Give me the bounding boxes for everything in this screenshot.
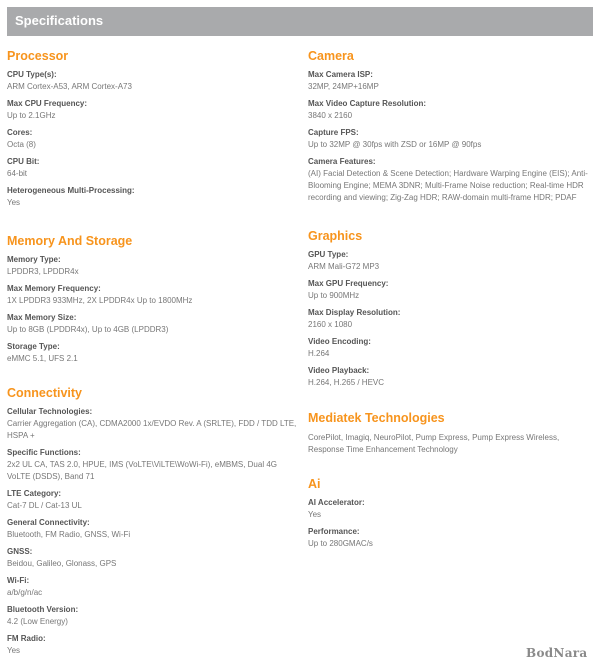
spec-value: Beidou, Galileo, Glonass, GPS bbox=[7, 559, 117, 568]
spec-label: CPU Bit: bbox=[7, 157, 40, 166]
page-title: Specifications bbox=[15, 13, 104, 28]
section-title: Ai bbox=[308, 477, 321, 491]
spec-label: Cellular Technologies: bbox=[7, 407, 93, 416]
spec-item bbox=[7, 284, 297, 307]
spec-label: CPU Type(s): bbox=[7, 70, 57, 79]
spec-value: 2160 x 1080 bbox=[308, 320, 353, 329]
spec-item bbox=[7, 634, 297, 657]
spec-label: Performance: bbox=[308, 527, 360, 536]
spec-label: Max GPU Frequency: bbox=[308, 279, 389, 288]
spec-label: FM Radio: bbox=[7, 634, 46, 643]
spec-value: a/b/g/n/ac bbox=[7, 588, 43, 597]
spec-item bbox=[7, 489, 297, 512]
spec-label: Camera Features: bbox=[308, 157, 376, 166]
spec-value: 4.2 (Low Energy) bbox=[7, 617, 68, 626]
spec-value: Octa (8) bbox=[7, 140, 36, 149]
section-title: Processor bbox=[7, 49, 69, 63]
spec-item bbox=[308, 366, 594, 389]
spec-label: Max CPU Frequency: bbox=[7, 99, 88, 108]
spec-item bbox=[308, 337, 594, 360]
spec-label: AI Accelerator: bbox=[308, 498, 365, 507]
spec-item bbox=[7, 518, 297, 541]
spec-item bbox=[7, 407, 297, 442]
spec-item bbox=[308, 498, 594, 521]
spec-value: 2x2 UL CA, TAS 2.0, HPUE, IMS (VoLTE\ViLTE\WoWi-Fi), eMBMS, Dual 4G VoLTE (DSDS), Band 71 bbox=[7, 460, 277, 481]
spec-item bbox=[7, 99, 297, 122]
spec-label: Max Display Resolution: bbox=[308, 308, 401, 317]
spec-value: 1X LPDDR3 933MHz, 2X LPDDR4x Up to 1800MHz bbox=[7, 296, 193, 305]
spec-value: ARM Mali-G72 MP3 bbox=[308, 262, 380, 271]
spec-label: Specific Functions: bbox=[7, 448, 81, 457]
spec-value: H.264 bbox=[308, 349, 330, 358]
spec-label: General Connectivity: bbox=[7, 518, 90, 527]
section-graphics bbox=[308, 228, 594, 400]
spec-label: Cores: bbox=[7, 128, 33, 137]
spec-item bbox=[7, 342, 297, 365]
spec-label: Video Encoding: bbox=[308, 337, 371, 346]
spec-value: (AI) Facial Detection & Scene Detection; Hardware Warping Engine (EIS); Anti-Blooming Engine; MEMA 3DNR; Multi-Frame Noise reduction; Real-time HDR recording and viewing; Zig-Zag HDR; RAW-domain multi-frame HDR; PDAF bbox=[308, 169, 588, 202]
spec-value: ARM Cortex-A53, ARM Cortex-A73 bbox=[7, 82, 132, 91]
spec-label: Video Playback: bbox=[308, 366, 370, 375]
spec-value: 3840 x 2160 bbox=[308, 111, 353, 120]
section-memory-and-storage bbox=[7, 233, 297, 385]
spec-value: Cat-7 DL / Cat-13 UL bbox=[7, 501, 82, 510]
section-processor bbox=[7, 48, 297, 222]
spec-value: Yes bbox=[308, 510, 322, 519]
spec-item bbox=[308, 279, 594, 302]
spec-label: Capture FPS: bbox=[308, 128, 359, 137]
spec-item bbox=[7, 448, 297, 483]
spec-value: Up to 280GMAC/s bbox=[308, 539, 373, 548]
spec-item bbox=[7, 313, 297, 336]
spec-item bbox=[308, 308, 594, 331]
spec-item bbox=[7, 576, 297, 599]
section-title: Memory And Storage bbox=[7, 234, 133, 248]
section-ai bbox=[308, 476, 594, 550]
section-title: Connectivity bbox=[7, 386, 83, 400]
section-title: Graphics bbox=[308, 229, 363, 243]
spec-label: Bluetooth Version: bbox=[7, 605, 79, 614]
spec-value: 64-bit bbox=[7, 169, 28, 178]
spec-item bbox=[308, 432, 594, 456]
left-column bbox=[7, 48, 297, 657]
specifications-header bbox=[7, 7, 593, 36]
spec-value: Up to 8GB (LPDDR4x), Up to 4GB (LPDDR3) bbox=[7, 325, 169, 334]
spec-item bbox=[7, 255, 297, 278]
spec-value: H.264, H.265 / HEVC bbox=[308, 378, 385, 387]
spec-item bbox=[7, 128, 297, 151]
spec-item bbox=[308, 157, 594, 204]
section-connectivity bbox=[7, 385, 297, 657]
spec-item bbox=[308, 70, 594, 93]
spec-value: CorePilot, Imagiq, NeuroPilot, Pump Express, Pump Express Wireless, Response Time Enhancement Technology bbox=[308, 433, 560, 454]
spec-item bbox=[308, 527, 594, 550]
spec-label: GNSS: bbox=[7, 547, 33, 556]
spec-value: LPDDR3, LPDDR4x bbox=[7, 267, 79, 276]
spec-item bbox=[7, 157, 297, 180]
spec-value: Carrier Aggregation (CA), CDMA2000 1x/EVDO Rev. A (SRLTE), FDD / TDD LTE, HSPA + bbox=[7, 419, 297, 440]
right-column bbox=[308, 48, 594, 550]
spec-label: Wi-Fi: bbox=[7, 576, 30, 585]
spec-value: Up to 900MHz bbox=[308, 291, 360, 300]
spec-value: Yes bbox=[7, 198, 21, 207]
spec-item bbox=[7, 186, 297, 209]
spec-value: Up to 32MP @ 30fps with ZSD or 16MP @ 90fps bbox=[308, 140, 482, 149]
spec-value: Bluetooth, FM Radio, GNSS, Wi-Fi bbox=[7, 530, 131, 539]
spec-value: 32MP, 24MP+16MP bbox=[308, 82, 379, 91]
bodnara-watermark: BodNara bbox=[526, 646, 588, 660]
spec-item bbox=[308, 99, 594, 122]
spec-label: Heterogeneous Multi-Processing: bbox=[7, 186, 135, 195]
spec-label: LTE Category: bbox=[7, 489, 62, 498]
spec-item bbox=[308, 128, 594, 151]
section-title: Mediatek Technologies bbox=[308, 411, 445, 425]
spec-label: Max Camera ISP: bbox=[308, 70, 373, 79]
spec-label: Storage Type: bbox=[7, 342, 60, 351]
section-mediatek-technologies bbox=[308, 410, 594, 462]
section-camera bbox=[308, 48, 594, 218]
spec-label: Max Video Capture Resolution: bbox=[308, 99, 427, 108]
section-title: Camera bbox=[308, 49, 354, 63]
spec-item bbox=[7, 605, 297, 628]
spec-label: Memory Type: bbox=[7, 255, 61, 264]
spec-label: Max Memory Frequency: bbox=[7, 284, 101, 293]
spec-item bbox=[7, 547, 297, 570]
spec-item bbox=[308, 250, 594, 273]
spec-value: eMMC 5.1, UFS 2.1 bbox=[7, 354, 78, 363]
spec-value: Up to 2.1GHz bbox=[7, 111, 56, 120]
spec-label: GPU Type: bbox=[308, 250, 349, 259]
spec-value: Yes bbox=[7, 646, 21, 655]
spec-item bbox=[7, 70, 297, 93]
spec-label: Max Memory Size: bbox=[7, 313, 77, 322]
